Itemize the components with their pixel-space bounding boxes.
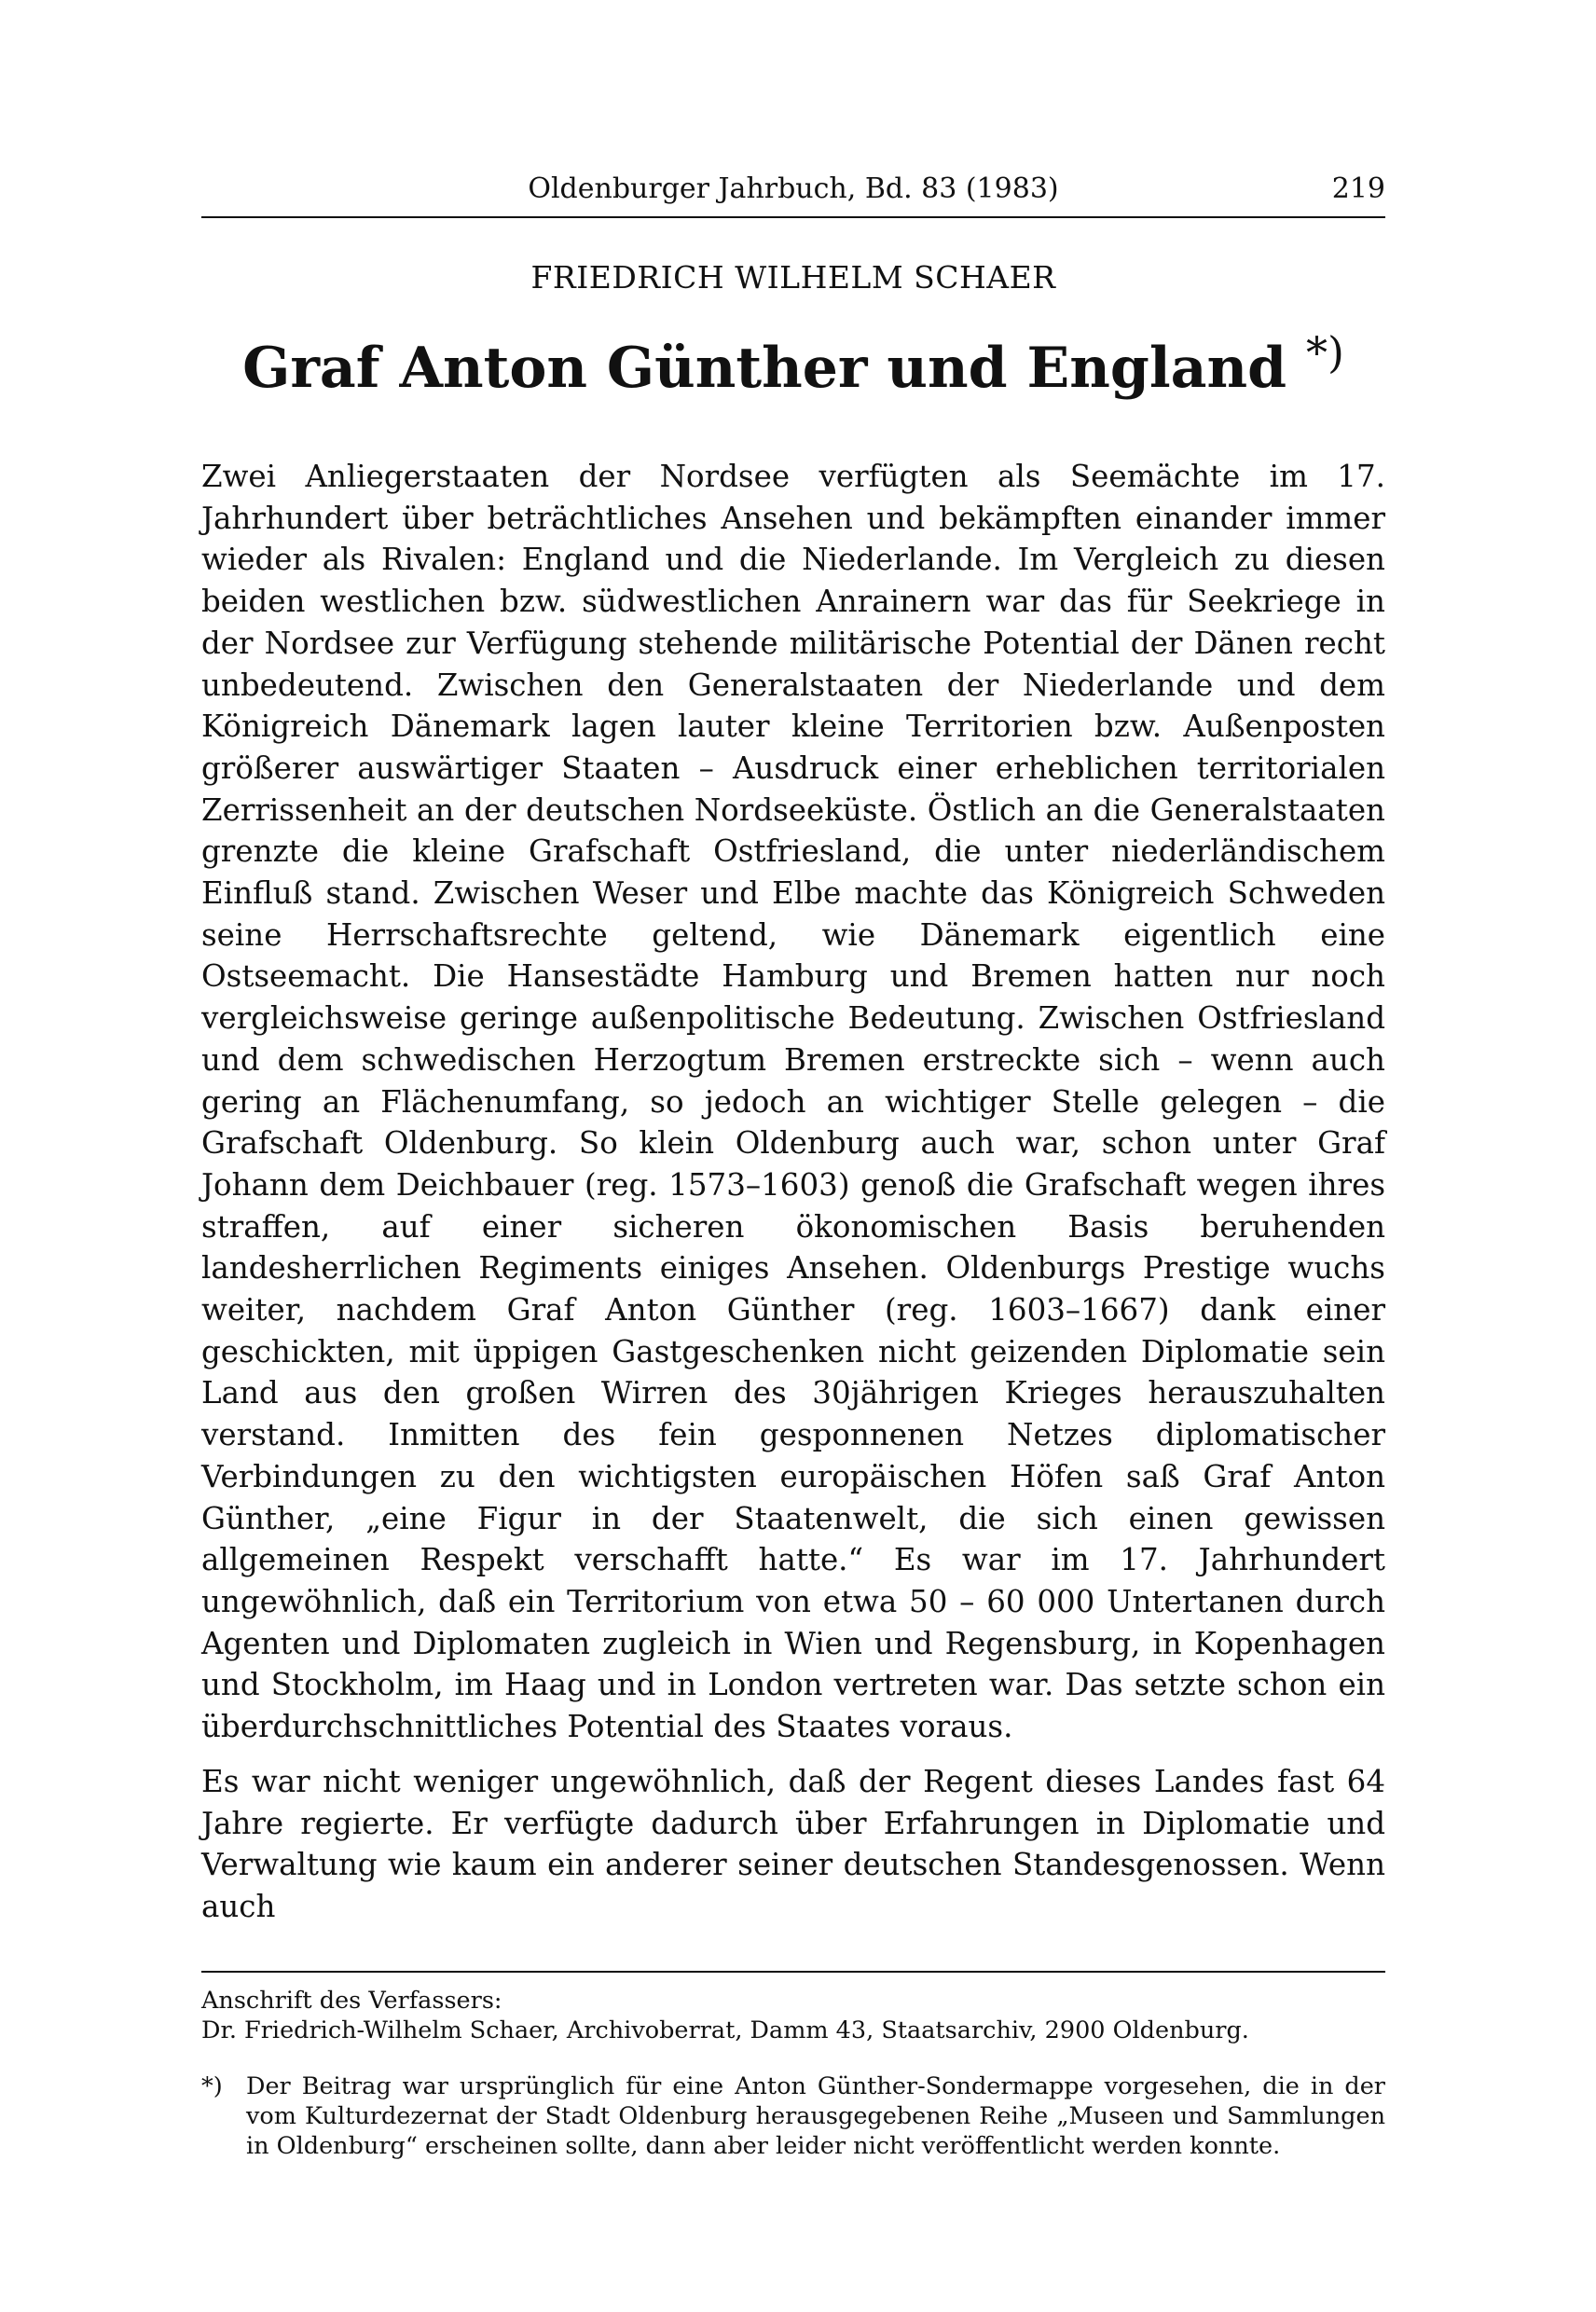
footnote-marker: *) [201,2071,223,2100]
header-rule [201,216,1385,218]
running-head [201,168,1385,211]
journal-page [201,168,1385,2161]
footnote-text: Der Beitrag war ursprünglich für eine Anton Günther-Sondermappe vorgesehen, die in der vom Kulturdezernat der Stadt Oldenburg herausgegebenen Reihe „Museen und Sammlungen in Oldenburg“ erscheinen sollte, dann aber leider nicht veröffentlicht werden konnte. [246,2071,1385,2160]
body-paragraph-2: Es war nicht weniger ungewöhnlich, daß der Regent dieses Landes fast 64 Jahre regierte. Er verfügte dadurch über Erfahrungen in Diplomatie und Verwaltung wie kaum ein anderer seiner deutschen Standesgenossen. Wenn auch [201,1763,1385,1924]
address-text: Dr. Friedrich-Wilhelm Schaer, Archivoberrat, Damm 43, Staatsarchiv, 2900 Oldenburg. [201,2016,1249,2044]
article-body [201,456,1385,1928]
address-label: Anschrift des Verfassers: [201,1986,502,2015]
footnotes [201,1971,1385,2161]
journal-citation: Oldenburger Jahrbuch, Bd. 83 (1983) [528,172,1059,205]
footnote [201,2071,1385,2161]
footnote-rule [201,1971,1385,1973]
article-title [201,327,1385,402]
article-title-text: Graf Anton Günther und England [242,336,1287,401]
author-address [201,1986,1385,2045]
page-number: 219 [1331,172,1385,205]
body-paragraph-1: Zwei Anliegerstaaten der Nordsee verfügten als Seemächte im 17. Jahrhundert über beträchtliches Ansehen und bekämpften einander immer wieder als Rivalen: England und die Niederlande. Im Vergleich zu diesen beiden westlichen bzw. südwestlichen Anrainern war das für Seekriege in der Nordsee zur Verfügung stehende militärische Potential der Dänen recht unbedeutend. Zwischen den Generalstaaten der Niederlande und dem Königreich Dänemark lagen lauter kleine Territorien bzw. Außenposten größerer auswärtiger Staaten – Ausdruck einer erheblichen territorialen Zerrissenheit an der deutschen Nordseeküste. Östlich an die Generalstaaten grenzte die kleine Grafschaft Ostfriesland, die unter niederländischem Einfluß stand. Zwischen Weser und Elbe machte das Königreich Schweden seine Herrschaftsrechte geltend, wie Dänemark eigentlich eine Ostseemacht. Die Hansestädte Hamburg und Bremen hatten nur noch vergleichsweise geringe außenpolitische Bedeutung. Zwischen Ostfriesland und dem schwedischen Herzogtum Bremen erstreckte sich – wenn auch gering an Flächenumfang, so jedoch an wichtiger Stelle gelegen – die Grafschaft Oldenburg. So klein Oldenburg auch war, schon unter Graf Johann dem Deichbauer (reg. 1573–1603) genoß die Grafschaft wegen ihres straffen, auf einer sicheren ökonomischen Basis beruhenden landesherrlichen Regiments einiges Ansehen. Oldenburgs Prestige wuchs weiter, nachdem Graf Anton Günther (reg. 1603–1667) dank einer geschickten, mit üppigen Gastgeschenken nicht geizenden Diplomatie sein Land aus den großen Wirren des 30jährigen Krieges herauszuhalten verstand. Inmitten des fein gesponnenen Netzes diplomatischer Verbindungen zu den wichtigsten europäischen Höfen saß Graf Anton Günther, „eine Figur in der Staatenwelt, die sich einen gewissen allgemeinen Respekt verschafft hatte.“ Es war im 17. Jahrhundert ungewöhnlich, daß ein Territorium von etwa 50 – 60 000 Untertanen durch Agenten und Diplomaten zugleich in Wien und Regensburg, in Kopenhagen und Stockholm, im Haag und in London vertreten war. Das setzte schon ein überdurchschnittliches Potential des Staates voraus. [201,459,1385,1745]
author-name: FRIEDRICH WILHELM SCHAER [530,259,1056,296]
title-footnote-mark: *) [1305,327,1344,378]
